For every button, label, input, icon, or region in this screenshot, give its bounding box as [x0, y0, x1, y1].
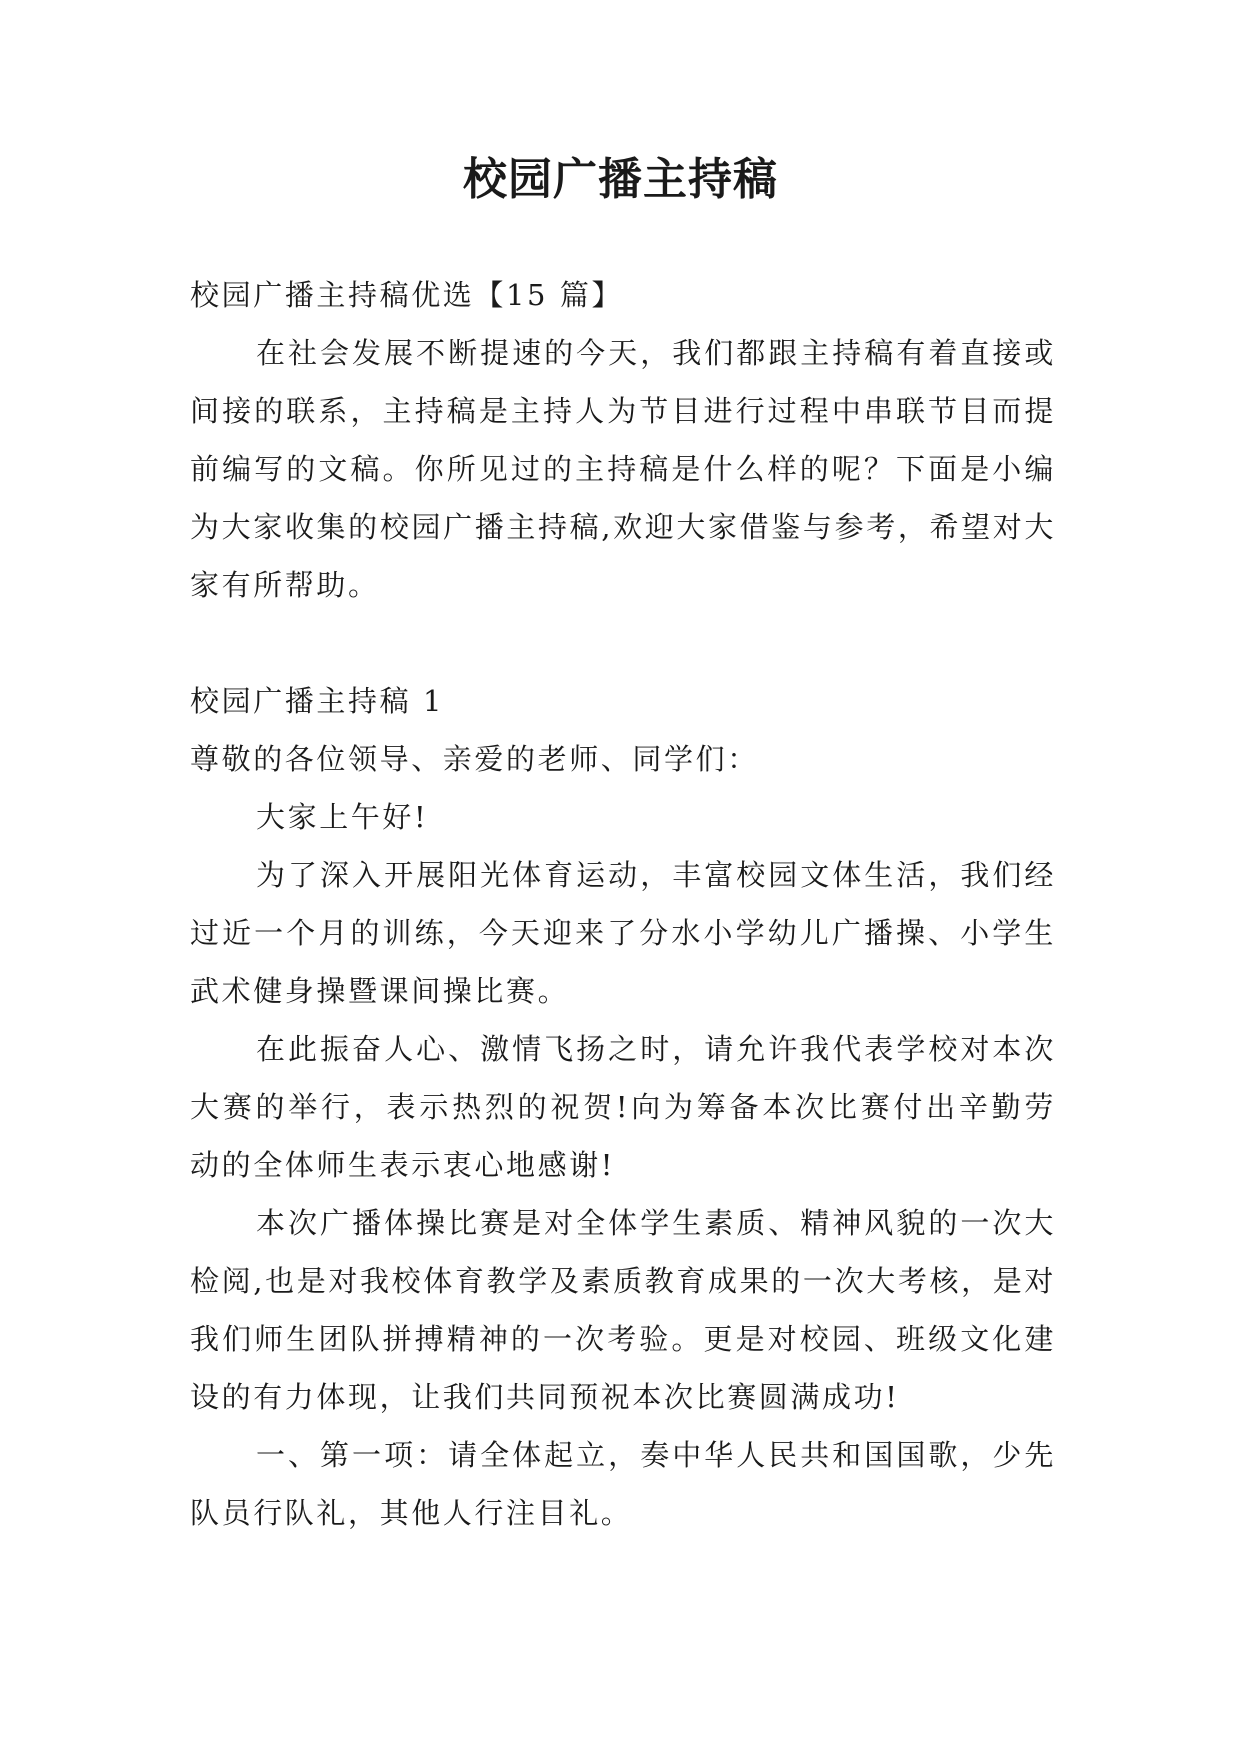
paragraph-item-one: 一、第一项：请全体起立，奏中华人民共和国国歌，少先队员行队礼，其他人行注目礼。: [190, 1438, 1056, 1530]
paragraph-congratulations: 在此振奋人心、激情飞扬之时，请允许我代表学校对本次大赛的举行，表示热烈的祝贺!向为筹备本次比赛付出辛勤劳动的全体师生表示衷心地感谢!: [190, 1032, 1056, 1182]
document-title: 校园广播主持稿: [463, 154, 778, 205]
paragraph-significance: 本次广播体操比赛是对全体学生素质、精神风貌的一次大检阅,也是对我校体育教学及素质教育成果的一次大考核，是对我们师生团队拼搏精神的一次考验。更是对校园、班级文化建设的有力体现，让我们共同预祝本次比赛圆满成功!: [190, 1206, 1056, 1414]
salutation: 尊敬的各位领导、亲爱的老师、同学们：: [190, 742, 759, 776]
paragraph-greeting: 大家上午好!: [256, 800, 429, 834]
document-subtitle: 校园广播主持稿优选【15 篇】: [190, 278, 624, 312]
document-body: [190, 266, 1056, 1542]
paragraph-purpose: 为了深入开展阳光体育运动，丰富校园文体生活，我们经过近一个月的训练，今天迎来了分水小学幼儿广播操、小学生武术健身操暨课间操比赛。: [190, 858, 1056, 1008]
section-heading: 校园广播主持稿 1: [190, 684, 445, 718]
intro-paragraph: 在社会发展不断提速的今天，我们都跟主持稿有着直接或间接的联系，主持稿是主持人为节目进行过程中串联节目而提前编写的文稿。你所见过的主持稿是什么样的呢？下面是小编为大家收集的校园广播主持稿,欢迎大家借鉴与参考，希望对大家有所帮助。: [190, 336, 1056, 602]
